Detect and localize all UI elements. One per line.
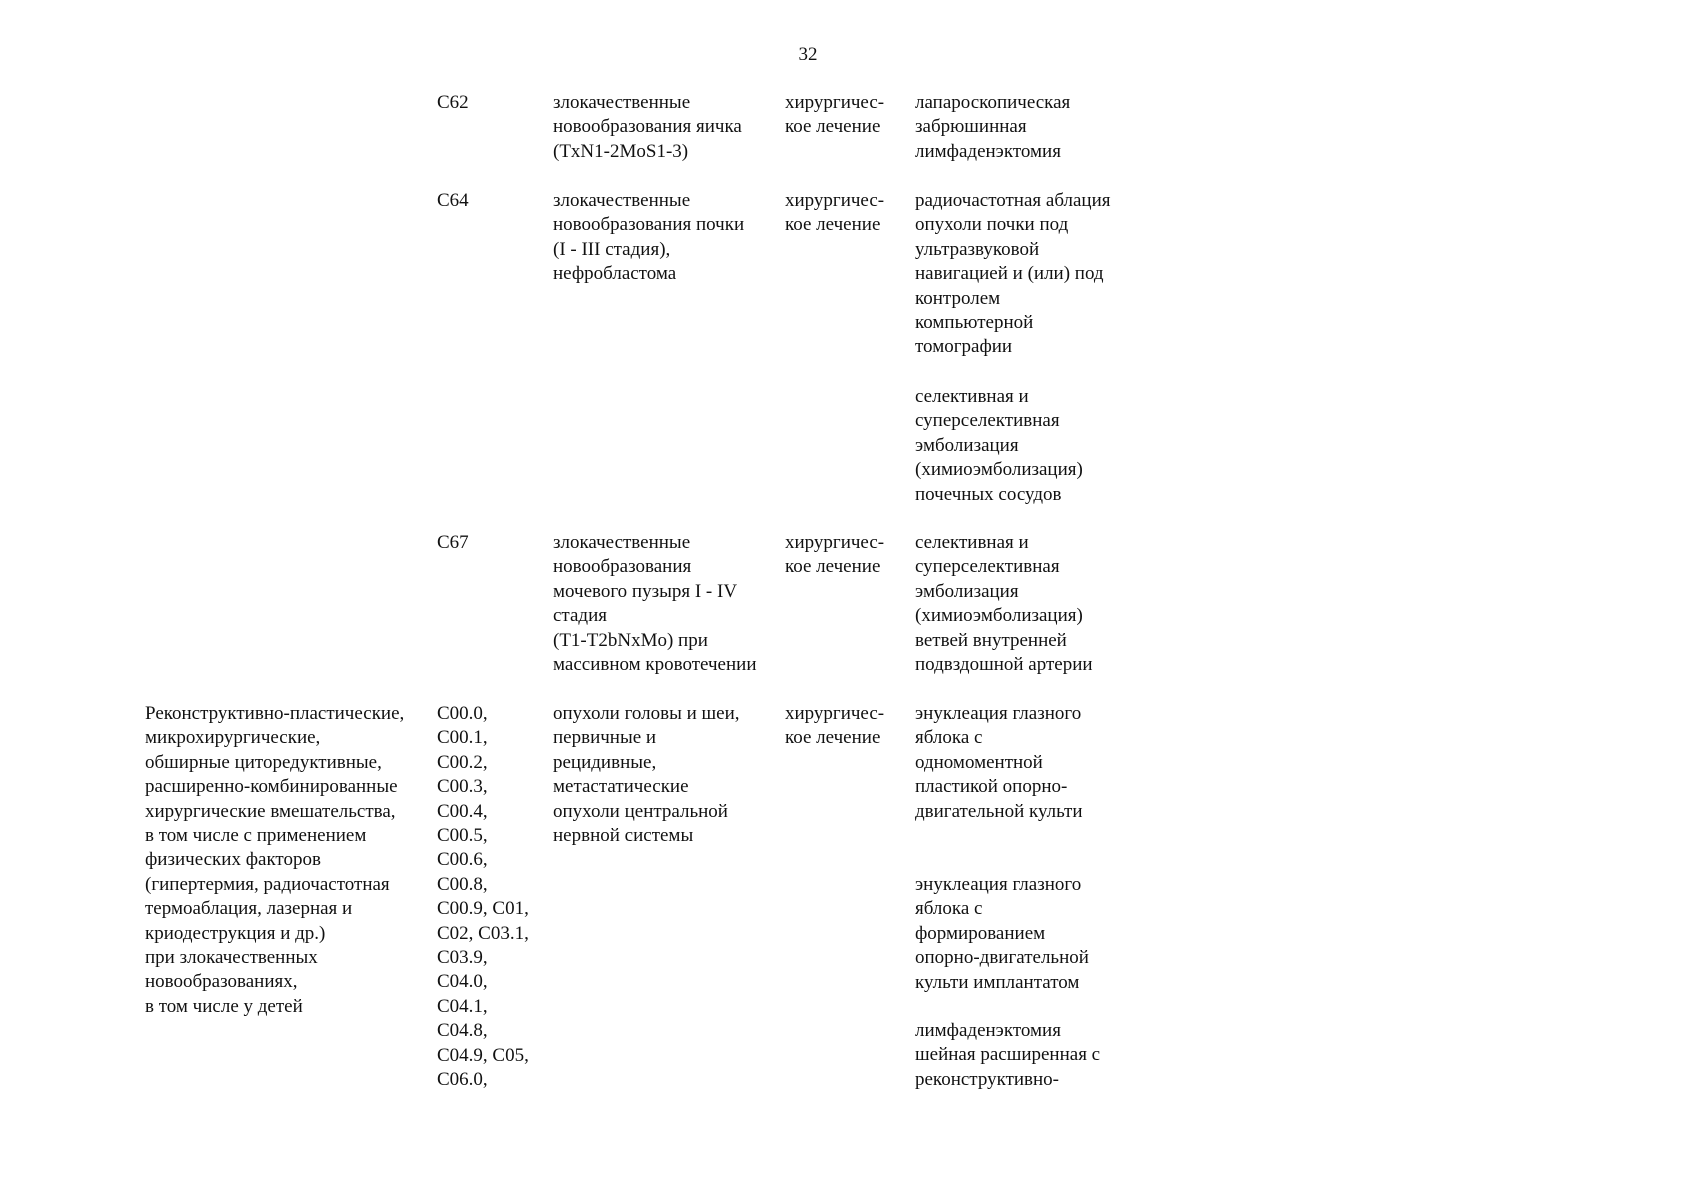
row-c64-method-1: радиочастотная аблация опухоли почки под ультразвуковой навигацией и (или) под контролем компьютерной томографии — [915, 190, 1111, 358]
row-c64-diagnosis: злокачественные новообразования почки (I - III стадия), нефробластома — [553, 190, 745, 285]
row-c62-code: C62 — [437, 92, 469, 113]
row-head-neck-diagnosis: опухоли головы и шеи, первичные и рецидивные, метастатические опухоли центральной нервной системы — [553, 703, 740, 847]
row-c64-code: C64 — [437, 190, 469, 211]
row-head-neck-codes: C00.0, C00.1, C00.2, C00.3, C00.4, C00.5, C00.6, C00.8, C00.9, C01, C02, C03.1, C03.9, C04.0, C04.1, C04.8, C04.9, C05, C06.0, — [437, 703, 529, 1091]
row-head-neck-method-1: энуклеация глазного яблока с одномоментной пластикой опорно- двигательной культи — [915, 703, 1083, 822]
row-c67-diagnosis: злокачественные новообразования мочевого пузыря I - IV стадия (T1-T2bNxMo) при массивном кровотечении — [553, 532, 757, 676]
row-c62-diagnosis: злокачественные новообразования яичка (TxN1-2MoS1-3) — [553, 92, 742, 162]
row-head-neck-name: Реконструктивно-пластические, микрохирургические, обширные циторедуктивные, расширенно-комбинированные хирургические вмешательства, в том числе с применением физических факторов (гипертермия, радиочастотная термоаблация, лазерная и криодеструкция и др.) при злокачественных новообразованиях, в том числе у детей — [145, 703, 405, 1017]
row-c62-treatment: хирургичес- кое лечение — [785, 92, 885, 138]
row-c67-code: C67 — [437, 532, 469, 553]
page-number: 32 — [798, 44, 818, 65]
row-c64-method-2: селективная и суперселективная эмболизация (химиоэмболизация) почечных сосудов — [915, 386, 1083, 505]
row-head-neck-method-2: энуклеация глазного яблока с формированием опорно-двигательной культи имплантатом — [915, 874, 1089, 993]
row-c67-treatment: хирургичес- кое лечение — [785, 532, 885, 578]
row-c64-treatment: хирургичес- кое лечение — [785, 190, 885, 236]
row-c62-method-1: лапароскопическая забрюшинная лимфаденэктомия — [915, 92, 1071, 162]
row-head-neck-method-3: лимфаденэктомия шейная расширенная с реконструктивно- — [915, 1020, 1101, 1090]
row-c67-method-1: селективная и суперселективная эмболизация (химиоэмболизация) ветвей внутренней подвздошной артерии — [915, 532, 1093, 676]
row-head-neck-treatment: хирургичес- кое лечение — [785, 703, 885, 749]
